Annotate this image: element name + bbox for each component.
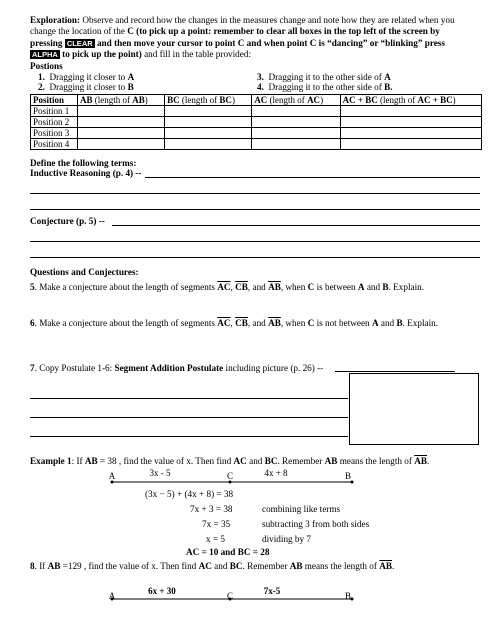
example-1-segment-diagram [100, 468, 370, 490]
table-cell[interactable] [340, 117, 481, 128]
alpha-key-icon: ALPHA [32, 49, 58, 59]
inductive-answer-line-2[interactable] [30, 193, 480, 194]
inductive-answer-line-3[interactable] [30, 209, 480, 210]
postulate-picture-box[interactable] [349, 373, 479, 445]
point-a-label: A [108, 591, 116, 601]
table-cell[interactable] [78, 106, 165, 117]
exploration-text-3b: and then move your cursor to point C and when point C is “dancing” or “blinking” press [94, 37, 445, 48]
position-item-3: 3. Dragging it to the other side of A [257, 72, 391, 82]
point-b-label: B [344, 591, 352, 601]
solution-step-3: 7x = 35 [202, 519, 231, 529]
table-header-row [31, 95, 482, 106]
inductive-reasoning-label: Inductive Reasoning (p. 4) -- [30, 168, 142, 178]
point-a-label: A [108, 471, 116, 481]
solution-step-1: (3x − 5) + (4x + 8) = 38 [145, 489, 234, 499]
questions-heading: Questions and Conjectures: [30, 267, 139, 277]
inductive-answer-line-1[interactable] [145, 177, 480, 178]
header-ac-plus-bc: AC + BC (length of $\overline{AC} + \overline{BC}$) [340, 95, 481, 106]
segment-cb-expression: 4x + 8 [264, 468, 288, 478]
table-cell[interactable] [165, 128, 252, 139]
table-row [31, 106, 482, 117]
position-item-4: 4. Dragging it to the other side of B. [257, 82, 393, 92]
table-cell[interactable] [78, 128, 165, 139]
table-cell[interactable] [252, 117, 340, 128]
postulate-answer-line-3[interactable] [30, 436, 348, 437]
conjecture-answer-line-2[interactable] [30, 241, 480, 242]
row-label: Position 4 [31, 139, 78, 150]
exploration-label: Exploration: [30, 15, 81, 25]
exploration-text-4c: and fill in the table provided: [141, 48, 251, 59]
segment-ac-expression: 3x - 5 [149, 468, 171, 478]
segment-ac-expression: 6x + 30 [148, 586, 176, 596]
problem-8-segment-diagram [100, 585, 370, 607]
table-cell[interactable] [340, 128, 481, 139]
define-terms-heading: Define the following terms: [30, 158, 137, 168]
header-bc: BC (length of $\overline{BC}$) [165, 95, 252, 106]
table-cell[interactable] [78, 117, 165, 128]
point-c-label: C [226, 591, 234, 601]
exploration-text-1: Observe and record how the changes in the measures change and note how they are related when you [82, 15, 455, 25]
position-item-2: 2. Dragging it closer to B [38, 82, 134, 92]
header-ab: AB (length of $\overline{AB}$) [78, 95, 165, 106]
solution-step-2-note: combining like terms [262, 504, 341, 514]
example-1-prompt: Example 1: If AB = 38 , find the value of x. Then find AC and BC. Remember AB means the length of $\overline{AB}$. [30, 456, 430, 466]
clear-key-icon: CLEAR [66, 38, 93, 48]
header-position: Position [31, 95, 78, 106]
table-cell[interactable] [252, 128, 340, 139]
solution-step-2: 7x + 3 = 38 [190, 504, 233, 514]
row-label: Position 1 [31, 106, 78, 117]
question-6: 6. Make a conjecture about the length of segments $\overline{AC}$, $\overline{CB}$, and $\overline{AB}$, when C is not between A and B. Explain. [30, 318, 439, 328]
conjecture-answer-line-3[interactable] [30, 257, 480, 258]
solution-step-3-note: subtracting 3 from both sides [262, 519, 370, 529]
exploration-paragraph [30, 15, 485, 60]
table-cell[interactable] [165, 106, 252, 117]
postulate-answer-line-0[interactable] [335, 371, 455, 372]
point-b-label: B [344, 471, 352, 481]
header-ac: AC (length of $\overline{AC}$) [252, 95, 340, 106]
table-cell[interactable] [252, 139, 340, 150]
position-item-1: 1. Dragging it closer to A [38, 72, 135, 82]
question-5: 5. Make a conjecture about the length of segments $\overline{AC}$, $\overline{CB}$, and $\overline{AB}$, when C is between A and B. Explain. [30, 282, 425, 292]
table-cell[interactable] [252, 106, 340, 117]
problem-8-prompt: 8. If AB =129 , find the value of x. Then find AC and BC. Remember AB means the length of $\overline{AB}$. [30, 561, 395, 571]
table-row [31, 139, 482, 150]
table-row [31, 128, 482, 139]
table-cell[interactable] [165, 139, 252, 150]
positions-heading: Postions [30, 61, 63, 71]
table-cell[interactable] [340, 139, 481, 150]
segment-cb-expression: 7x-5 [263, 586, 281, 596]
postulate-answer-line-1[interactable] [30, 398, 348, 399]
exploration-text-2a: change the location of the [30, 26, 128, 37]
exploration-text-2b: C (to pick up a point: remember to clear all boxes in the top left of the screen by [127, 26, 440, 37]
row-label: Position 2 [31, 117, 78, 128]
conjecture-answer-line-1[interactable] [112, 225, 480, 226]
table-cell[interactable] [340, 106, 481, 117]
table-row [31, 117, 482, 128]
solution-step-4-note: dividing by 7 [262, 534, 312, 544]
conjecture-label: Conjecture (p. 5) -- [30, 216, 105, 226]
postulate-answer-line-2[interactable] [30, 417, 348, 418]
exploration-text-3a: pressing [30, 37, 65, 48]
table-cell[interactable] [165, 117, 252, 128]
question-7: 7. Copy Postulate 1-6: Segment Addition Postulate including picture (p. 26) -- [30, 363, 324, 373]
point-c-label: C [226, 471, 234, 481]
measurement-table [30, 94, 482, 150]
solution-step-4: x = 5 [206, 534, 225, 544]
table-cell[interactable] [78, 139, 165, 150]
exploration-text-4b: to pick up the point) [59, 48, 142, 59]
row-label: Position 3 [31, 128, 78, 139]
solution-result: AC = 10 and BC = 28 [186, 547, 270, 557]
